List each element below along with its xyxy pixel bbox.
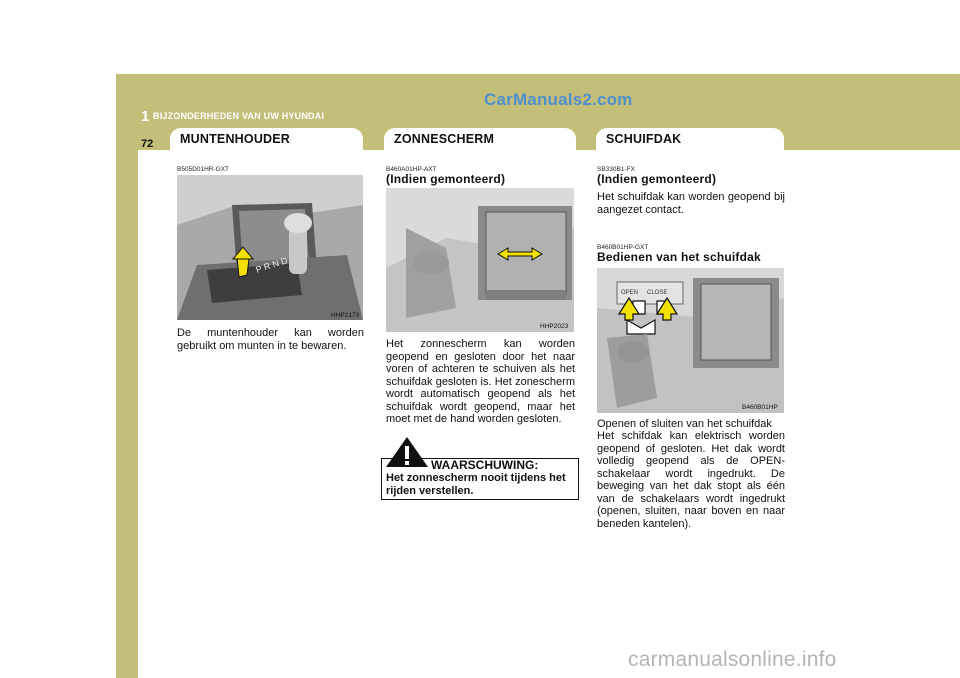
site-watermark-link[interactable]: CarManuals2.com: [484, 90, 633, 109]
footer-watermark-link[interactable]: carmanualsonline.info: [628, 648, 837, 671]
image-code: HHP2173: [331, 312, 360, 319]
svg-text:P R N D: P R N D: [254, 255, 289, 275]
page-number: 72: [141, 138, 154, 150]
section-code: SB330B1-FX: [597, 166, 635, 173]
chapter-title: BIJZONDERHEDEN VAN UW HYUNDAI: [153, 111, 325, 121]
close-label: CLOSE: [647, 290, 668, 296]
coin-holder-text: De muntenhouder kan worden gebruikt om munten in te bewaren.: [177, 327, 364, 352]
warning-title: WAARSCHUWING:: [431, 458, 539, 472]
sunroof-operation-text: Het schifdak kan elektrisch worden geopend of gesloten. Het dak wordt volledig geopend als de OPEN-schakelaar wordt ingedrukt. De beweging van het dak stopt als één van de schakelaars wordt ingedrukt (openen, sluiten, naar boven en naar beneden kantelen).: [597, 430, 785, 530]
warning-triangle-icon: [385, 436, 429, 468]
tab-muntenhouder: [170, 128, 363, 150]
page-edge-strip: [116, 150, 138, 678]
section-heading: (Indien gemonteerd): [597, 172, 717, 186]
section-heading: Bedienen van het schuifdak: [597, 250, 761, 264]
tab-label: ZONNESCHERM: [394, 132, 495, 146]
sunroof-switch-photo: [597, 268, 784, 413]
chapter-number: 1: [141, 108, 150, 125]
warning-text: Het zonnescherm nooit tijdens het rijden verstellen.: [386, 472, 566, 497]
section-heading: (Indien gemonteerd): [386, 172, 506, 186]
tab-zonnescherm: [384, 128, 576, 150]
sunshade-text: Het zonnescherm kan worden geopend en gesloten door het naar voren of achteren te schuiven als het schuifdak gesloten is. Het zonescherm wordt automatisch geopend als het schuifdak wordt geopend, maar het moet met de hand worden gesloten.: [386, 338, 575, 425]
sunroof-intro-text: Het schuifdak kan worden geopend bij aangezet contact.: [597, 191, 785, 216]
section-code: B460A01HP-AXT: [386, 166, 437, 173]
section-code: B505D01HR-GXT: [177, 166, 230, 173]
sunroof-operation-heading: Openen of sluiten van het schuifdak: [597, 418, 772, 430]
tab-schuifdak: [596, 128, 784, 150]
open-label: OPEN: [621, 290, 639, 296]
section-code: B460B01HP-GXT: [597, 244, 649, 251]
image-code: HHP2023: [540, 323, 569, 330]
coin-holder-photo: [177, 175, 363, 320]
image-code: B460B01HP: [742, 404, 778, 411]
tab-label: SCHUIFDAK: [606, 132, 682, 146]
tab-label: MUNTENHOUDER: [180, 132, 291, 146]
sunshade-photo: [386, 188, 574, 332]
